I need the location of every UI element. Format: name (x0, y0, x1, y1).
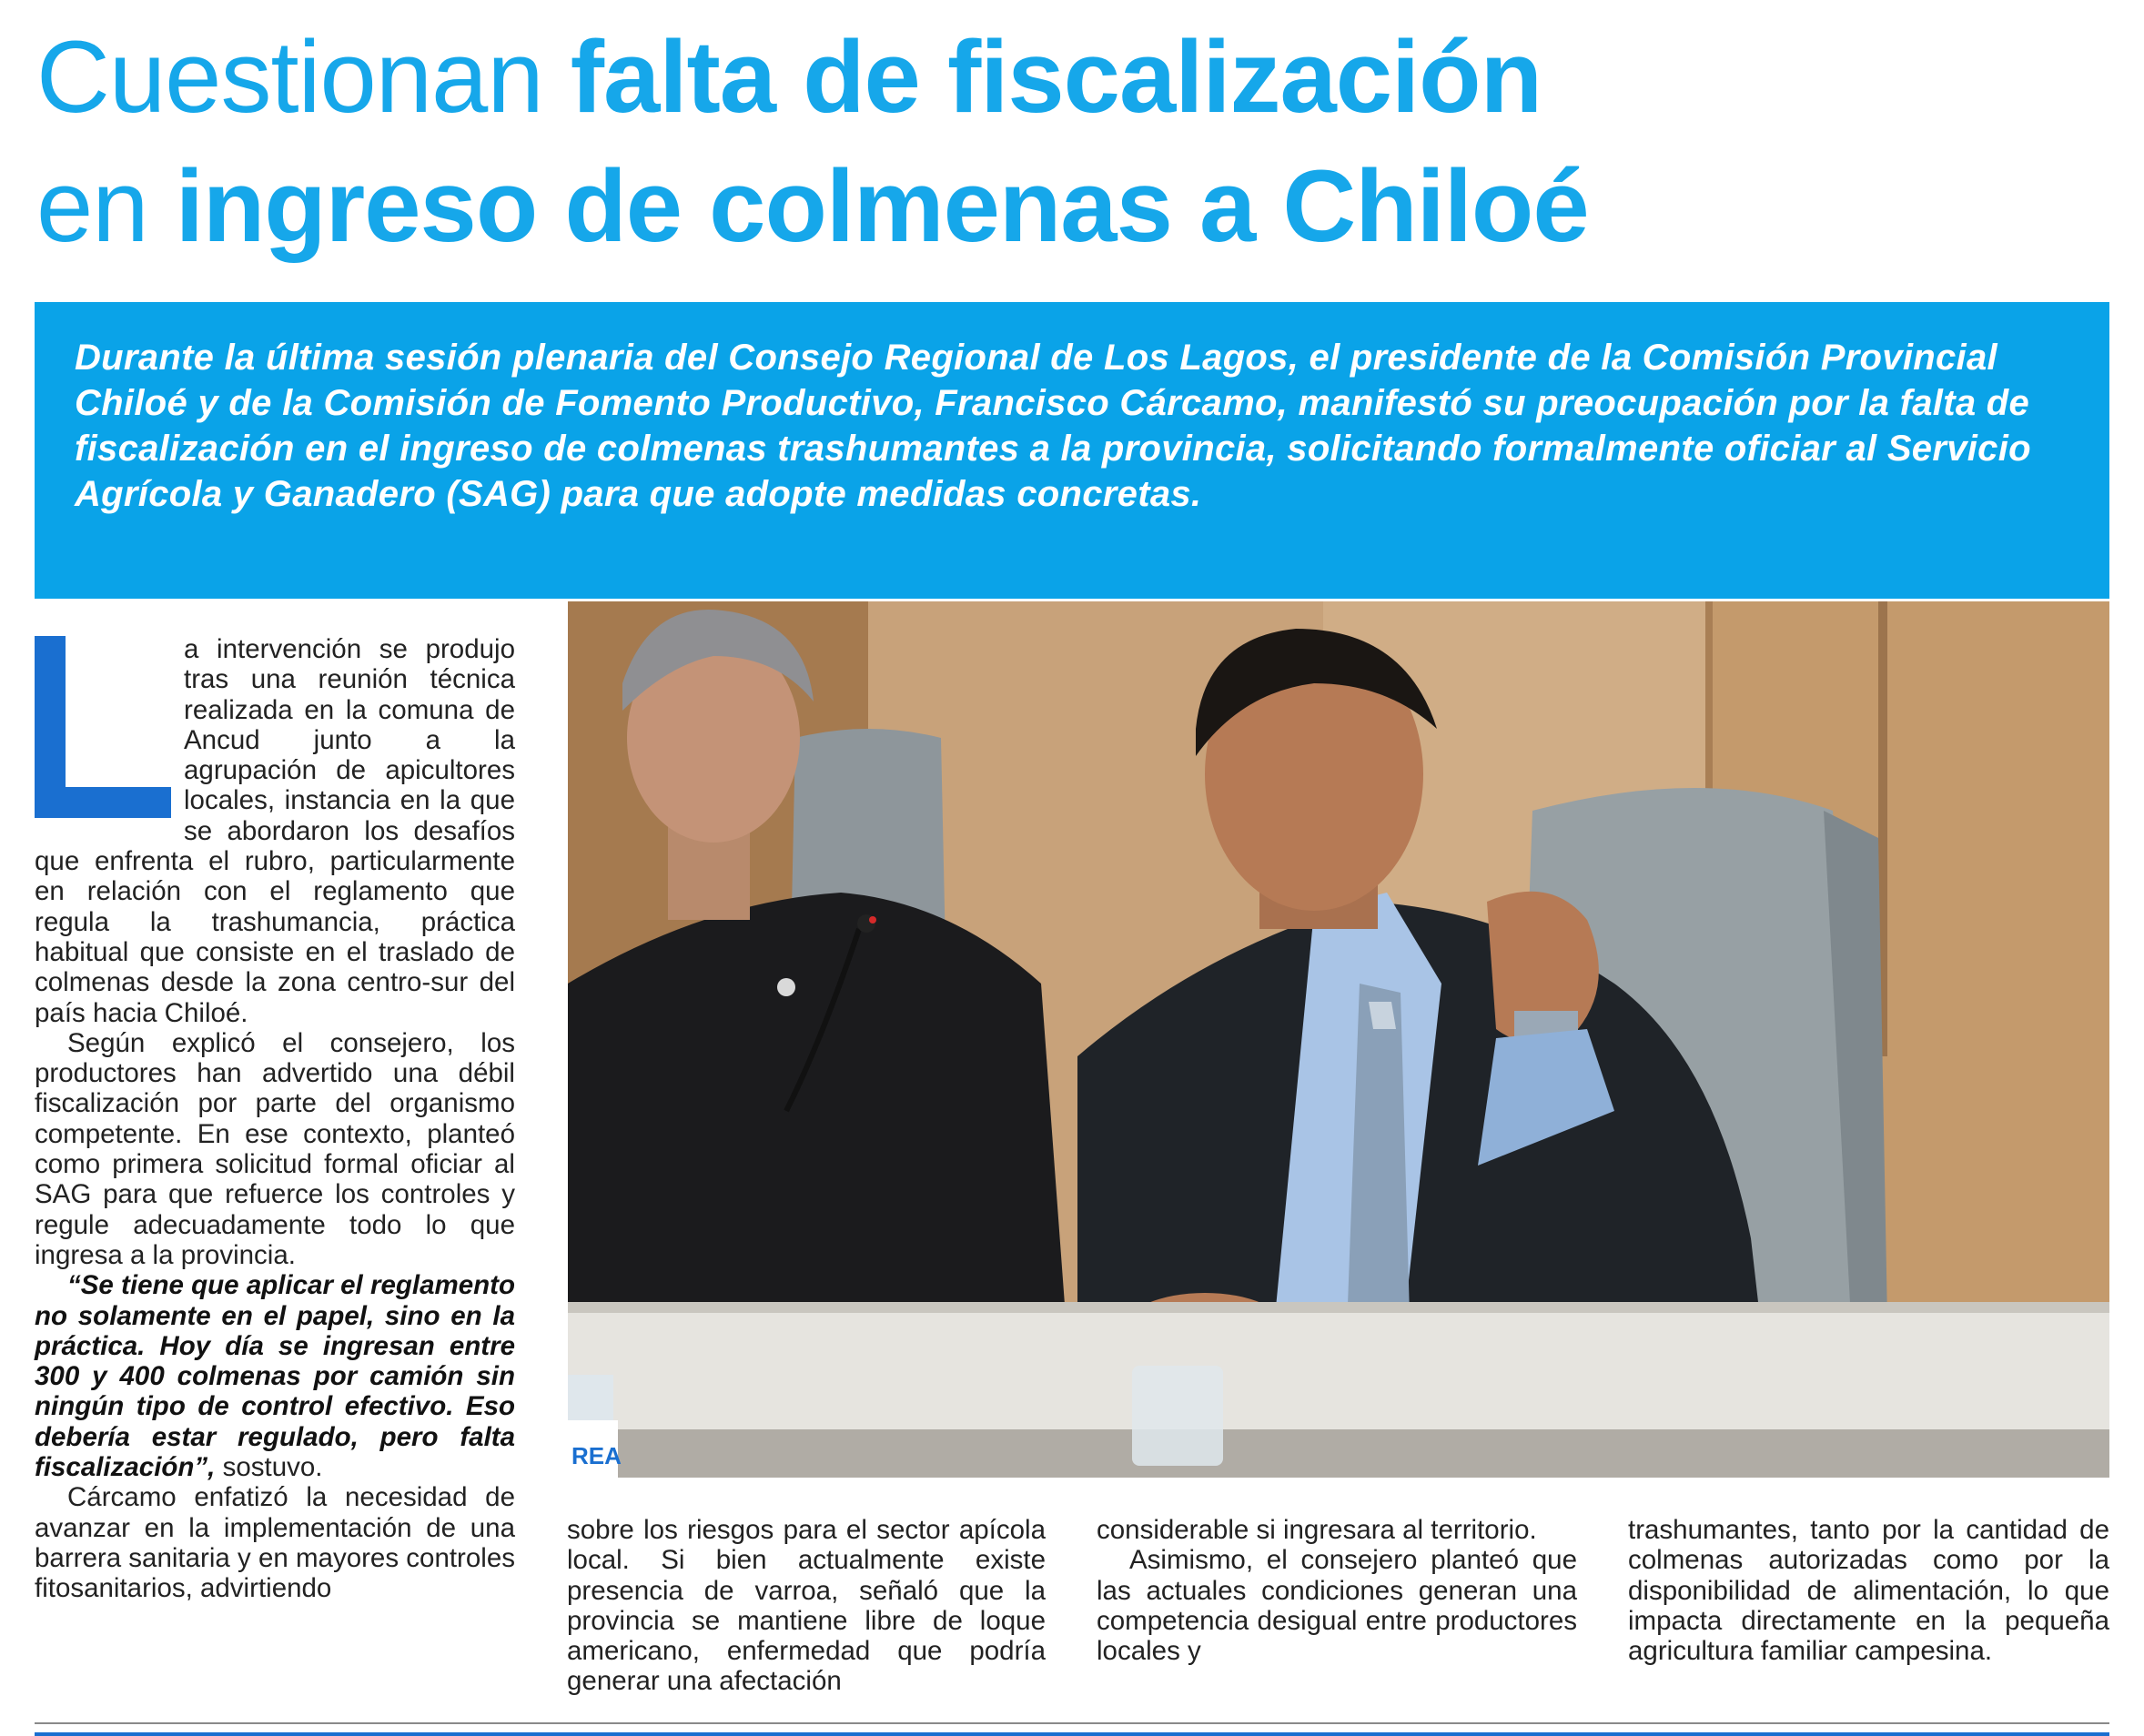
paragraph-column-3b: Asimismo, el consejero planteó que las actuales condiciones generan una competencia desigual entre productores locales y (1097, 1545, 1577, 1667)
quote-attribution: sostuvo. (215, 1452, 323, 1483)
council-session-photo (568, 601, 2109, 1478)
lead-box (35, 302, 2109, 599)
paragraph-2: Según explicó el consejero, los productores han advertido una débil fiscalización por parte del organismo competente. En ese contexto, planteó como primera solicitud formal oficiar al SAG para que refuerce los controles y regule adecuadamente todo lo que ingresa a la provincia. (35, 1027, 515, 1270)
quote-text: “Se tiene que aplicar el reglamento no solamente en el papel, sino en la práctica. Hoy día se ingresan entre 300 y 400 colmenas por camión sin ningún tipo de control efectivo. Eso debería estar regulado, pero falta fiscalización”, (35, 1270, 515, 1483)
drop-cap-horizontal-stroke (35, 787, 171, 818)
headline (36, 13, 2120, 271)
paragraph-column-2: sobre los riesgos para el sector apícola local. Si bien actualmente existe presencia de varroa, señaló que la provincia se mantiene libre de loque americano, enfermedad que podría generar una afectación (567, 1515, 1046, 1697)
lead-paragraph: Durante la última sesión plenaria del Consejo Regional de Los Lagos, el presidente de la Comisión Provincial Chiloé y de la Comisión de Fomento Productivo, Francisco Cárcamo, manifestó su preocupación por la falta de fiscalización en el ingreso de colmenas trashumantes a la provincia, solicitando formalmente oficiar al Servicio Agrícola y Ganadero (SAG) para que adopte medidas concretas. (75, 338, 2031, 514)
headline-line-1-bold: falta de fiscalización (570, 20, 1542, 134)
headline-line-2-bold: ingreso de colmenas a Chiloé (175, 149, 1589, 263)
nameplate-fragment: REA (571, 1442, 622, 1469)
body-column-2 (567, 1515, 1046, 1697)
footer-divider (35, 1722, 2109, 1724)
headline-line-1 (36, 13, 2120, 142)
headline-line-2-thin: en (36, 149, 176, 263)
paragraph-3: Cárcamo enfatizó la necesidad de avanzar en la implementación de una barrera sanitaria y en mayores controles fitosanitarios, advirtiendo (35, 1482, 515, 1604)
body-column-1 (35, 634, 515, 1604)
paragraph-1: a intervención se produjo tras una reunión técnica realizada en la comuna de Ancud junto a la agrupación de apicultores locales, instancia en la que se abordaron los desafíos que enfrenta el rubro, particularmente en relación con el reglamento que regula la trashumancia, práctica habitual que consiste en el traslado de colmenas desde la zona centro-sur del país hacia Chiloé. (35, 634, 515, 1028)
paragraph-column-3a: considerable si ingresara al territorio. (1097, 1515, 1537, 1545)
drop-cap (35, 634, 173, 822)
paragraph-column-4: trashumantes, tanto por la cantidad de colmenas autorizadas como por la disponibilidad de alimentación, lo que impacta directamente en la pequeña agricultura familiar campesina. (1628, 1515, 2109, 1667)
headline-line-1-thin: Cuestionan (36, 20, 571, 134)
body-column-4 (1628, 1515, 2109, 1666)
body-column-3 (1097, 1515, 1577, 1666)
quote-paragraph (35, 1270, 515, 1482)
headline-line-2 (36, 142, 2120, 271)
article-photo (568, 601, 2109, 1478)
footer-accent-bar (35, 1732, 2109, 1736)
